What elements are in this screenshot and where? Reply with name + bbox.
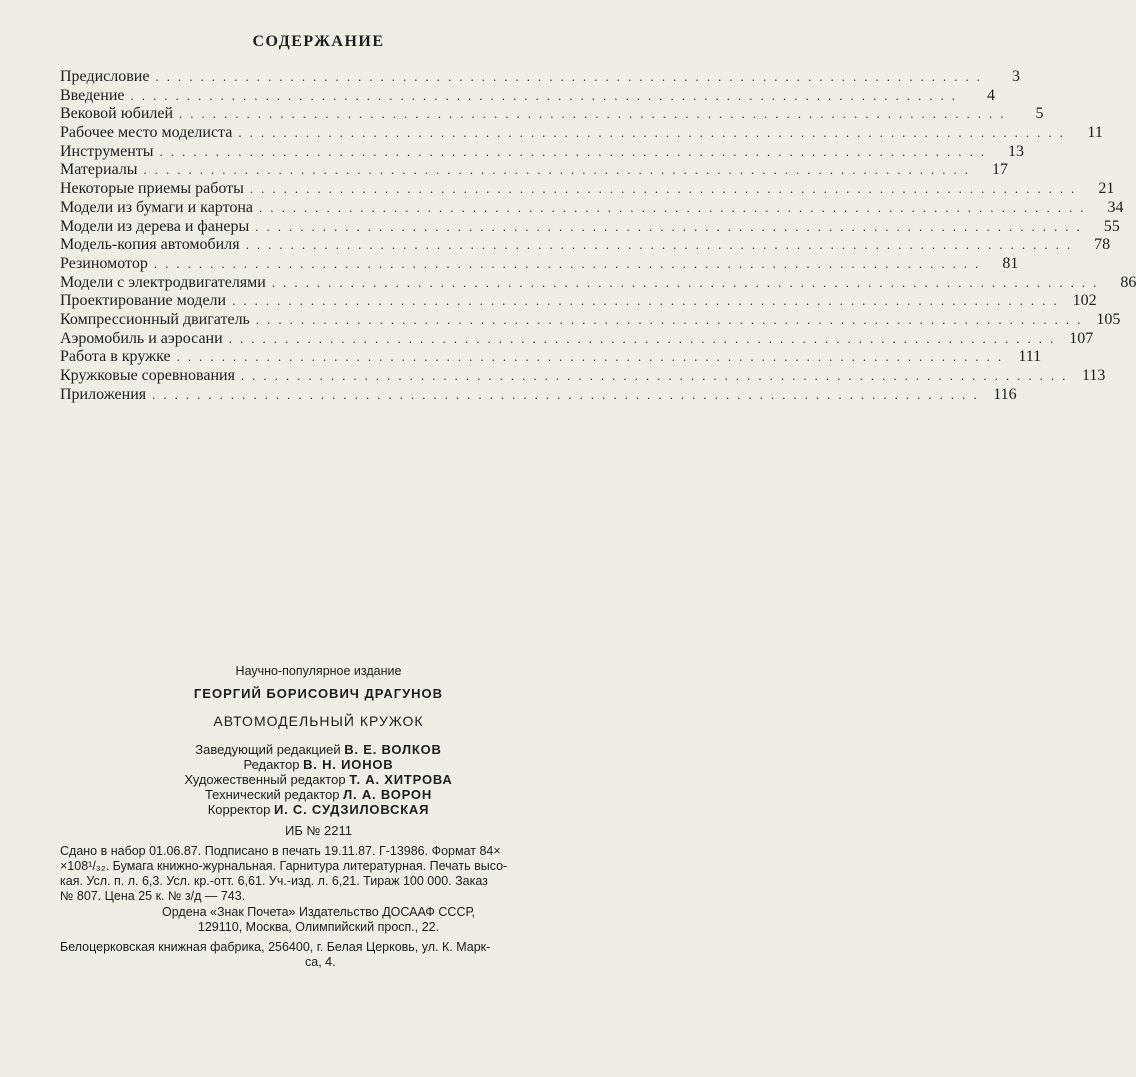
printer-info xyxy=(60,940,620,970)
toc-entry-page: 102 xyxy=(1072,292,1097,310)
staff-role: Заведующий редакцией xyxy=(195,742,341,757)
toc-entry-page: 116 xyxy=(993,385,1017,403)
leader-dots: .......................................................................... xyxy=(240,368,1074,383)
leader-dots: .......................................................................... xyxy=(159,143,993,159)
toc-entry-page: 78 xyxy=(1094,236,1111,254)
toc-entry-page: 113 xyxy=(1082,367,1106,384)
toc-entry-title: Рабочее место моделиста xyxy=(60,124,233,142)
toc-entry xyxy=(60,180,1115,199)
staff-name: В. Н. ИОНОВ xyxy=(303,757,394,772)
staff-row xyxy=(0,772,637,787)
toc-entry-title: Кружковые соревнования xyxy=(60,367,235,384)
toc-entry-page: 81 xyxy=(1002,254,1019,272)
staff-row xyxy=(0,757,637,772)
toc-entry-title: Проектирование модели xyxy=(60,292,227,310)
print-details xyxy=(60,844,620,904)
toc-entry-title: Приложения xyxy=(60,385,147,403)
toc-entry-title: Модель-копия автомобиля xyxy=(60,236,240,254)
toc-entry-title: Аэромобиль и аэросани xyxy=(60,329,223,347)
toc-entry xyxy=(60,217,1120,237)
toc-entry-title: Вековой юбилей xyxy=(60,105,174,123)
staff-role: Редактор xyxy=(243,757,300,772)
leader-dots: .......................................................................... xyxy=(153,255,987,271)
staff-name: И. С. СУДЗИЛОВСКАЯ xyxy=(273,802,430,817)
toc-entry-page: 107 xyxy=(1069,329,1094,347)
edition-type: Научно-популярное издание xyxy=(235,664,402,678)
print-details-line: № 807. Цена 25 к. № з/д — 743. xyxy=(60,889,246,903)
staff-row xyxy=(0,787,637,802)
toc-entry-page: 5 xyxy=(1035,105,1044,123)
toc-entry xyxy=(60,367,1106,386)
book-title: АВТОМОДЕЛЬНЫЙ КРУЖОК xyxy=(213,713,424,729)
toc-entry-page: 3 xyxy=(1011,68,1020,85)
publisher-info xyxy=(0,905,637,935)
print-details-line: кая. Усл. п. л. 6,3. Усл. кр.-отт. 6,61. Уч.-изд. л. 6,21. Тираж 100 000. Заказ xyxy=(60,874,488,888)
leader-dots: .......................................................................... xyxy=(130,87,963,103)
toc-entry xyxy=(60,385,1017,405)
publisher-line: 129110, Москва, Олимпийский просп., 22. xyxy=(197,920,440,934)
toc-entry xyxy=(60,68,1020,87)
staff-name: В. Е. ВОЛКОВ xyxy=(344,742,442,757)
leader-dots: .......................................................................... xyxy=(152,386,985,402)
toc-entry xyxy=(60,310,1121,330)
toc-entry xyxy=(60,124,1103,143)
toc-entry xyxy=(60,348,1042,367)
author-name: ГЕОРГИЙ БОРИСОВИЧ ДРАГУНОВ xyxy=(193,686,444,701)
toc-entry xyxy=(60,86,995,106)
leader-dots: .......................................................................... xyxy=(245,237,1079,253)
toc-entry-page: 86 xyxy=(1120,273,1136,291)
toc-entry-title: Некоторые приемы работы xyxy=(60,180,244,198)
staff-role: Корректор xyxy=(207,802,271,817)
leader-dots: .......................................................................... xyxy=(255,218,1088,234)
toc-entry-title: Компрессионный двигатель xyxy=(60,310,250,328)
toc-entry-page: 11 xyxy=(1087,124,1103,142)
leader-dots: .......................................................................... xyxy=(238,125,1071,141)
leader-dots: .......................................................................... xyxy=(249,181,1083,197)
toc-entry xyxy=(60,329,1094,349)
toc-entry-title: Предисловие xyxy=(60,68,150,85)
printer-line: Белоцерковская книжная фабрика, 256400, г. Белая Церковь, ул. К. Марк- xyxy=(60,940,491,954)
print-details-line: ×108¹/₃₂. Бумага книжно-журнальная. Гарнитура литературная. Печать высо- xyxy=(60,859,508,873)
toc-entry xyxy=(60,142,1025,162)
toc-entry-page: 34 xyxy=(1107,198,1124,216)
toc-entry-title: Введение xyxy=(60,86,125,104)
toc-entry-page: 17 xyxy=(992,161,1009,179)
toc-entry-title: Инструменты xyxy=(60,142,154,160)
toc-entry-page: 13 xyxy=(1008,142,1025,160)
leader-dots: .......................................................................... xyxy=(255,311,1089,327)
staff-role: Технический редактор xyxy=(204,787,340,802)
staff-row xyxy=(0,802,637,817)
leader-dots: .......................................................................... xyxy=(155,69,988,84)
leader-dots: .......................................................................... xyxy=(259,199,1092,215)
toc-entry-page: 55 xyxy=(1103,217,1120,235)
toc-entry-title: Работа в кружке xyxy=(60,348,171,366)
staff-name: Л. А. ВОРОН xyxy=(343,787,433,802)
printer-line: са, 4. xyxy=(305,955,336,969)
toc-entry-page: 111 xyxy=(1018,348,1042,366)
leader-dots: .......................................................................... xyxy=(179,106,1012,122)
toc-title: СОДЕРЖАНИЕ xyxy=(252,33,385,50)
staff-name: Т. А. ХИТРОВА xyxy=(349,772,453,787)
toc-entry-title: Материалы xyxy=(60,161,138,179)
toc-entry-page: 21 xyxy=(1098,180,1115,198)
toc-entry xyxy=(60,292,1097,311)
editorial-staff xyxy=(0,742,637,817)
toc-entry-title: Модели из дерева и фанеры xyxy=(60,217,250,235)
table-of-contents xyxy=(60,68,1136,404)
toc-entry xyxy=(60,161,1009,180)
leader-dots: .......................................................................... xyxy=(176,349,1010,365)
toc-entry xyxy=(60,105,1044,124)
leader-dots: .......................................................................... xyxy=(232,293,1065,309)
leader-dots: .......................................................................... xyxy=(143,162,977,178)
leader-dots: .......................................................................... xyxy=(228,330,1062,346)
staff-role: Художественный редактор xyxy=(184,772,346,787)
toc-entry-title: Модели из бумаги и картона xyxy=(60,198,254,216)
toc-entry xyxy=(60,236,1111,255)
toc-entry-page: 4 xyxy=(987,86,995,104)
print-details-line: Сдано в набор 01.06.87. Подписано в печать 19.11.87. Г-13986. Формат 84× xyxy=(60,844,501,858)
leader-dots: .......................................................................... xyxy=(271,274,1105,290)
toc-entry-page: 105 xyxy=(1096,310,1121,328)
toc-entry-title: Модели с электродвигателями xyxy=(60,273,266,291)
toc-entry-title: Резиномотор xyxy=(60,254,148,272)
toc-entry xyxy=(60,198,1124,218)
toc-entry xyxy=(60,273,1136,293)
publisher-line: Ордена «Знак Почета» Издательство ДОСААФ СССР, xyxy=(162,905,475,919)
ib-number: ИБ № 2211 xyxy=(285,823,352,838)
staff-row xyxy=(0,742,637,757)
toc-entry xyxy=(60,254,1019,274)
